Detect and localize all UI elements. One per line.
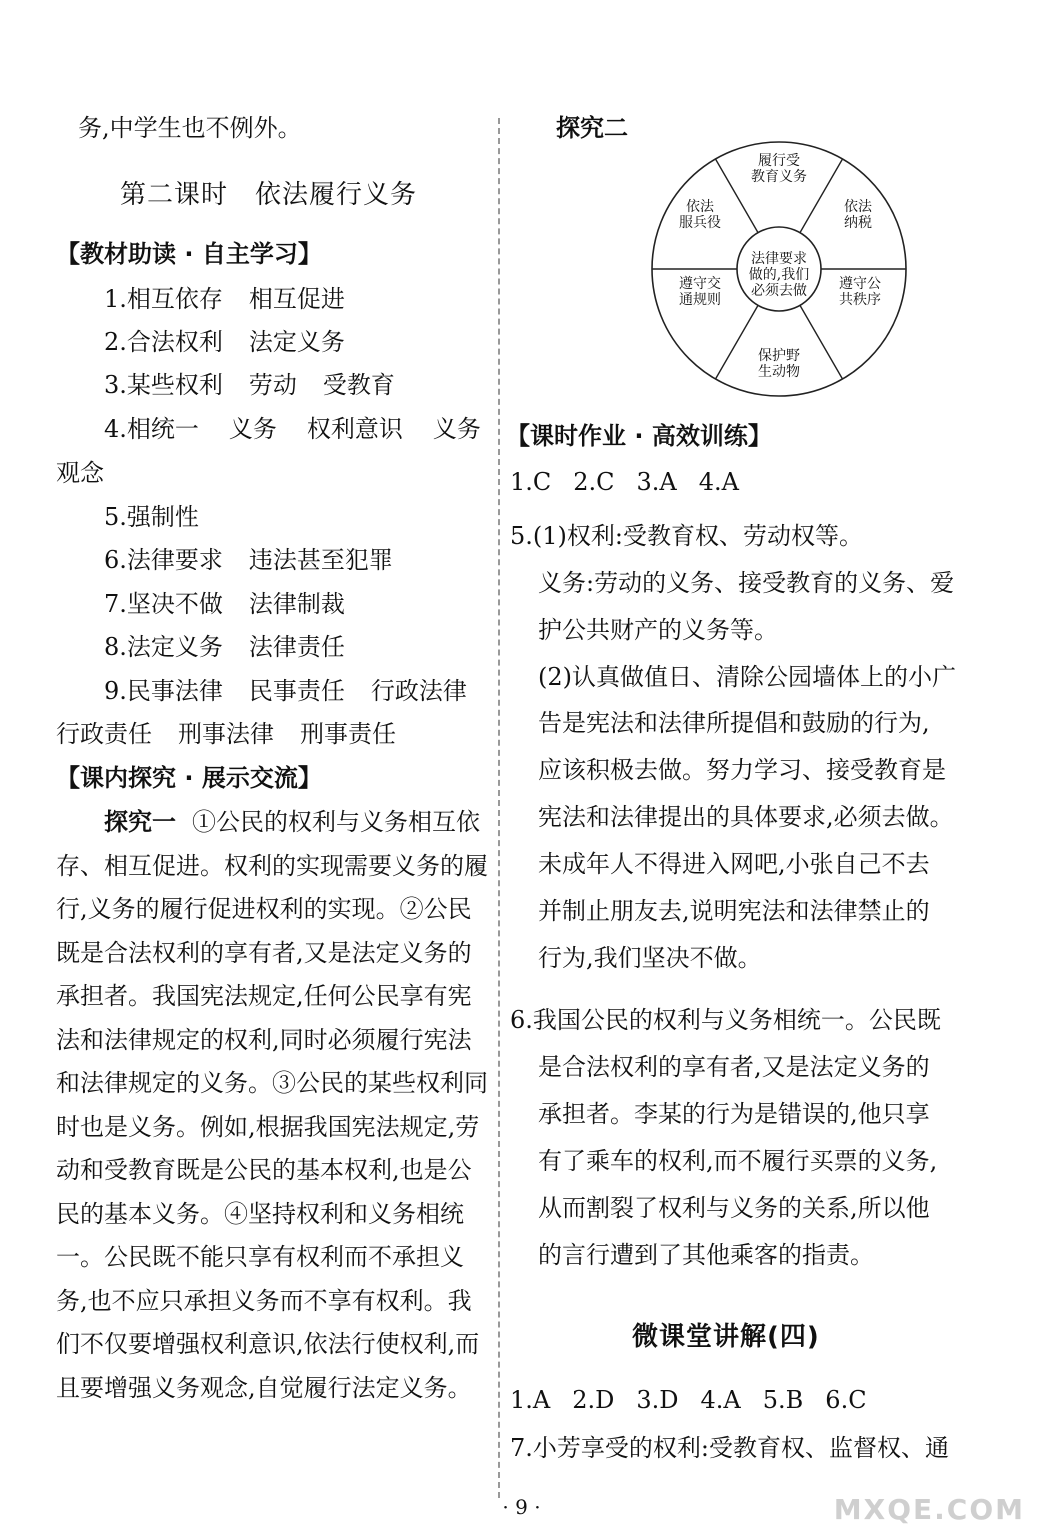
wheel-segment-traffic: 通规则: [679, 292, 721, 308]
answer-item: 4.相统一 义务 权利意识 义务: [104, 415, 481, 443]
paragraph-line: 应该积极去做。努力学习、接受教育是: [538, 756, 946, 784]
paragraph-line: 并制止朋友去,说明宪法和法律禁止的: [538, 897, 930, 925]
answer-item: 7.坚决不做 法律制裁: [104, 590, 345, 618]
wheel-center-text: 必须去做: [751, 283, 807, 299]
paragraph-line: 有了乘车的权利,而不履行买票的义务,: [538, 1147, 938, 1175]
paragraph-line: 法和法律规定的权利,同时必须履行宪法: [56, 1026, 472, 1054]
wheel-segment-tax: 纳税: [844, 215, 872, 231]
wheel-segment-military: 服兵役: [679, 215, 721, 231]
paragraph-line: 的言行遭到了其他乘客的指责。: [538, 1241, 874, 1269]
wheel-segment-education: 教育义务: [751, 169, 807, 185]
column-divider: [498, 118, 500, 1498]
wheel-segment-education: 履行受: [758, 153, 800, 169]
watermark: MXQE.COM: [833, 1493, 1025, 1526]
paragraph-line: 5.(1)权利:受教育权、劳动权等。: [510, 522, 863, 550]
wheel-segment-public-order: 遵守公: [839, 276, 881, 292]
paragraph-line: 是合法权利的享有者,又是法定义务的: [538, 1053, 930, 1081]
section-heading-homework: 【课时作业 · 高效训练】: [506, 422, 772, 450]
answer-item: 9.民事法律 民事责任 行政法律: [104, 677, 467, 705]
paragraph-line: (2)认真做值日、清除公园墙体上的小广: [538, 663, 956, 691]
micro-lesson-title: 微课堂讲解(四): [632, 1322, 820, 1352]
answer-item: 1.相互依存 相互促进: [104, 285, 345, 313]
answer-item: 6.法律要求 违法甚至犯罪: [104, 546, 393, 574]
paragraph-line: 护公共财产的义务等。: [538, 616, 778, 644]
paragraph-line: 动和受教育既是公民的基本权利,也是公: [56, 1156, 472, 1184]
paragraph-line: 行为,我们坚决不做。: [538, 944, 762, 972]
section-heading-textbook-reading: 【教材助读 · 自主学习】: [56, 240, 322, 268]
explore-one-label: 探究一: [104, 808, 176, 836]
answer-item: 8.法定义务 法律责任: [104, 633, 345, 661]
paragraph-line: 一。公民既不能只享有权利而不承担义: [56, 1243, 464, 1271]
answer-item: 2.合法权利 法定义务: [104, 328, 345, 356]
paragraph-line: 既是合法权利的享有者,又是法定义务的: [56, 939, 472, 967]
wheel-center-text: 做的,我们: [748, 267, 810, 283]
paragraph-line: 告是宪法和法律所提倡和鼓励的行为,: [538, 709, 930, 737]
wheel-segment-wildlife: 生动物: [758, 364, 800, 380]
paragraph-line: 从而割裂了权利与义务的关系,所以他: [538, 1194, 930, 1222]
explore-one-paragraph-line: 探究一 ①公民的权利与义务相互依: [104, 808, 480, 836]
wheel-segment-military: 依法: [686, 199, 714, 215]
paragraph-line: 6.我国公民的权利与义务相统一。公民既: [510, 1006, 941, 1034]
paragraph-line: 存、相互促进。权利的实现需要义务的履: [56, 852, 488, 880]
wheel-segment-traffic: 遵守交: [679, 276, 721, 292]
paragraph-line: 义务:劳动的义务、接受教育的义务、爱: [538, 569, 955, 597]
page-number: · 9 ·: [502, 1495, 541, 1519]
section-heading-class-exploration: 【课内探究 · 展示交流】: [56, 764, 322, 792]
answer-item: 5.强制性: [104, 503, 199, 531]
obligations-wheel-diagram: [648, 138, 910, 400]
answer-item-continued: 观念: [56, 459, 104, 487]
wheel-center-text: 法律要求: [751, 251, 807, 267]
paragraph-line: 宪法和法律提出的具体要求,必须去做。: [538, 803, 954, 831]
paragraph-line: 时也是义务。例如,根据我国宪法规定,劳: [56, 1113, 480, 1141]
paragraph-line: 承担者。李某的行为是错误的,他只享: [538, 1100, 930, 1128]
paragraph-line: 民的基本义务。④坚持权利和义务相统: [56, 1200, 464, 1228]
paragraph-line: 且要增强义务观念,自觉履行法定义务。: [56, 1374, 472, 1402]
lesson-title: 第二课时 依法履行义务: [120, 180, 418, 210]
continued-text-line: 务,中学生也不例外。: [78, 114, 302, 142]
paragraph-line: 未成年人不得进入网吧,小张自己不去: [538, 850, 930, 878]
explore-two-label: 探究二: [556, 114, 628, 142]
paragraph-line: 们不仅要增强权利意识,依法行使权利,而: [56, 1330, 480, 1358]
answer-item: 3.某些权利 劳动 受教育: [104, 371, 395, 399]
wheel-segment-public-order: 共秩序: [839, 292, 881, 308]
answer-item-continued: 行政责任 刑事法律 刑事责任: [56, 720, 396, 748]
paragraph-line: 和法律规定的义务。③公民的某些权利同: [56, 1069, 488, 1097]
micro-choice-answers: 1.A 2.D 3.D 4.A 5.B 6.C: [510, 1386, 867, 1414]
paragraph-line: 务,也不应只承担义务而不享有权利。我: [56, 1287, 472, 1315]
choice-answers: 1.C 2.C 3.A 4.A: [510, 468, 739, 496]
paragraph-line: 承担者。我国宪法规定,任何公民享有宪: [56, 982, 472, 1010]
paragraph-line: 7.小芳享受的权利:受教育权、监督权、通: [510, 1434, 949, 1462]
wheel-segment-tax: 依法: [844, 199, 872, 215]
paragraph-line: 行,义务的履行促进权利的实现。②公民: [56, 895, 472, 923]
wheel-segment-wildlife: 保护野: [758, 348, 800, 364]
